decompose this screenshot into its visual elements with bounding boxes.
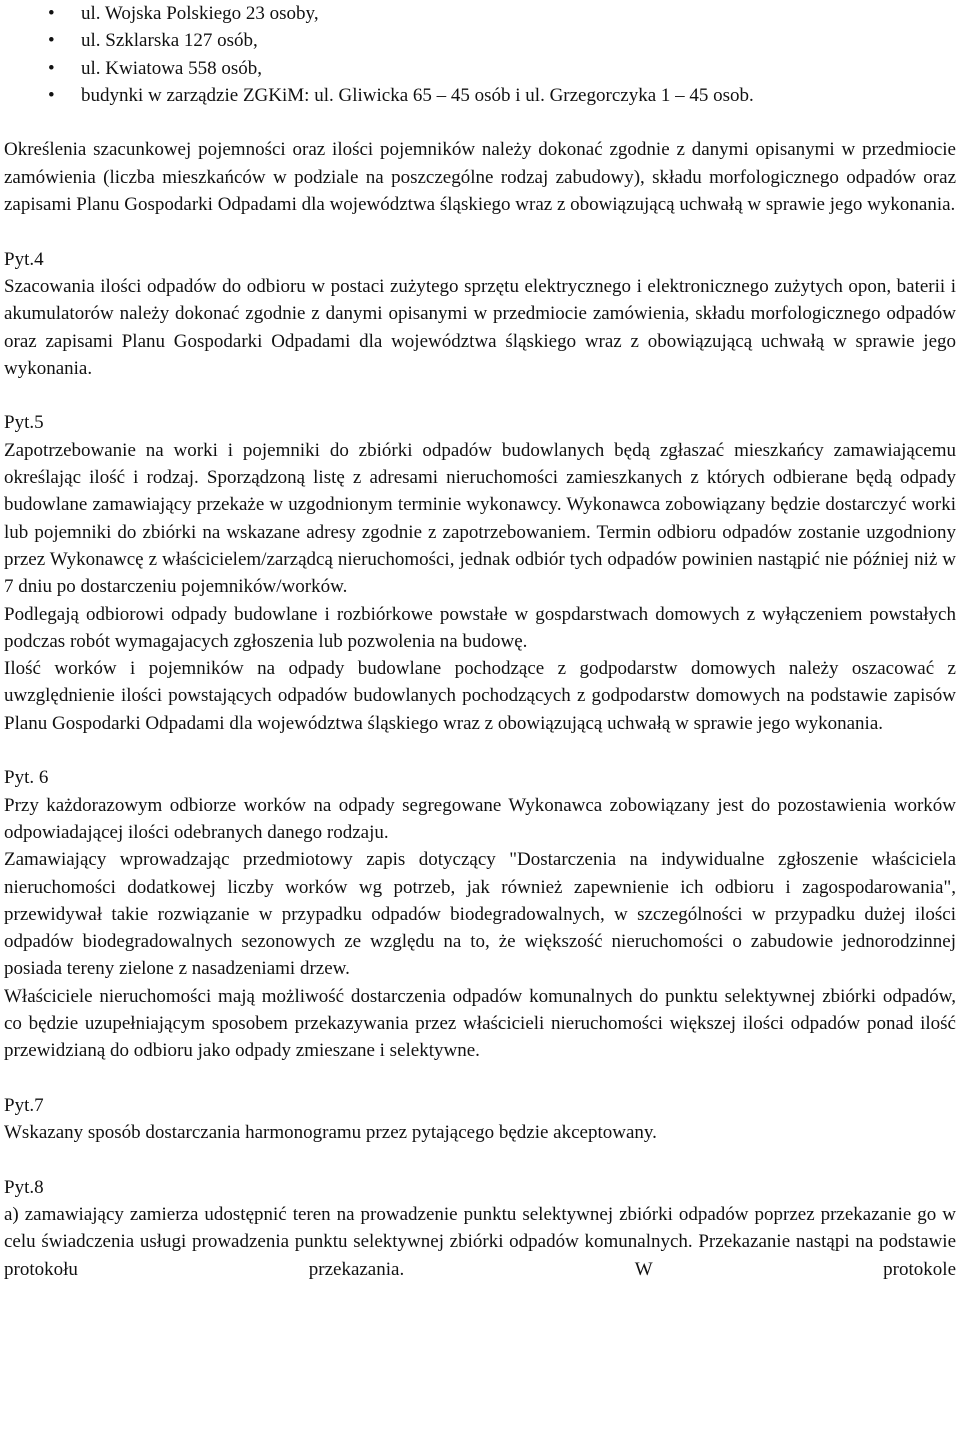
question-8-heading: Pyt.8 bbox=[4, 1176, 44, 1198]
bullet-icon: • bbox=[48, 3, 55, 24]
list-item-text: ul. Szklarska 127 osób, bbox=[81, 30, 258, 52]
list-item-text: ul. Wojska Polskiego 23 osoby, bbox=[81, 3, 319, 24]
question-4-heading: Pyt.4 bbox=[4, 248, 44, 270]
list-item-text: ul. Kwiatowa 558 osób, bbox=[81, 57, 263, 79]
question-6-paragraph-1: Przy każdorazowym odbiorze worków na odpady segregowane Wykonawca zobowiązany jest do pozostawienia worków odpowiadającej ilości odebranych danego rodzaju. bbox=[4, 794, 956, 843]
question-8-answer: a) zamawiający zamierza udostępnić teren na prowadzenie punktu selektywnej zbiórki odpadów poprzez przekazanie go w celu świadczenia usługi prowadzenia punktu selektywnej zbiórki odpadów komunalnych. Przekazanie nastąpi na podstawie protokołu przekazania. W protokole bbox=[4, 1204, 956, 1280]
question-5-paragraph-1: Zapotrzebowanie na worki i pojemniki do zbiórki odpadów budowlanych będą zgłaszać mieszkańcy zamawiającemu określając ilość i rodzaj. Sporządzoną listę z adresami nieruchomości zamieszkanych z których odbierane będą odpady budowlane zamawiający przekaże w uzgodnionym terminie wykonawcy. Wykonawca zobowiązany będzie dostarczyć worki lub pojemniki do zbiórki na wskazane adresy zgodnie z zapotrzebowaniem. Termin odbioru odpadów zostanie uzgodniony przez Wykonawcę z właścicielem/zarządcą nieruchomości, jednak odbiór tych odpadów powinien nastąpić nie później niż w 7 dniu po dostarczeniu pojemników/worków. bbox=[4, 439, 956, 598]
question-7-answer: Wskazany sposób dostarczania harmonogramu przez pytającego będzie akceptowany. bbox=[4, 1122, 657, 1144]
bullet-icon: • bbox=[48, 30, 55, 52]
list-item bbox=[4, 27, 956, 54]
question-6-paragraph-3: Właściciele nieruchomości mają możliwość dostarczenia odpadów komunalnych do punktu selektywnej zbiórki odpadów, co będzie uzupełniającym sposobem przekazywania przez właścicieli nieruchomości większej ilości odpadów ponad ilość przewidzianą do odbioru jako odpady zmieszane i selektywne. bbox=[4, 985, 956, 1062]
intro-paragraph: Określenia szacunkowej pojemności oraz ilości pojemników należy dokonać zgodnie z danymi opisanymi w przedmiocie zamówienia (liczba mieszkańców w podziale na poszczególne rodzaj zabudowy), składu morfologicznego odpadów oraz zapisami Planu Gospodarki Odpadami dla województwa śląskiego wraz z obowiązującą uchwałą w sprawie jego wykonania. bbox=[4, 139, 956, 216]
question-6-paragraph-2: Zamawiający wprowadzając przedmiotowy zapis dotyczący "Dostarczenia na indywidualne zgłoszenie właściciela nieruchomości dodatkowej liczby worków wg potrzeb, jak również zapewnienie ich odbioru i zagospodarowania", przewidywał takie rozwiązanie w przypadku odpadów biodegradowalnych, w szczególności w przypadku dużej ilości odpadów biodegradowalnych sezonowych ze względu na to, że większość nieruchomości o zabudowie jednorodzinnej posiada tereny zielone z nasadzeniami drzew. bbox=[4, 849, 956, 980]
question-5-paragraph-3: Ilość worków i pojemników na odpady budowlane pochodzące z godpodarstw domowych należy oszacować z uwzględnienie ilości powstających odpadów budowlanych pochodzących z godpodarstw domowych na podstawie zapisów Planu Gospodarki Odpadami dla województwa śląskiego wraz z obowiązującą uchwałą w sprawie jego wykonania. bbox=[4, 658, 956, 734]
question-4-answer: Szacowania ilości odpadów do odbioru w postaci zużytego sprzętu elektrycznego i elektronicznego zużytych opon, baterii i akumulatorów należy dokonać zgodnie z danymi opisanymi w przedmiocie zamówienia, składu morfologicznego odpadów oraz zapisami Planu Gospodarki Odpadami dla województwa śląskiego wraz z obowiązującą uchwałą w sprawie jego wykonania. bbox=[4, 275, 956, 379]
list-item bbox=[4, 82, 956, 109]
bullet-icon: • bbox=[48, 84, 55, 106]
address-list bbox=[4, 0, 956, 109]
list-item bbox=[4, 0, 956, 27]
list-item-text: budynki w zarządzie ZGKiM: ul. Gliwicka 65 – 45 osób i ul. Grzegorczyka 1 – 45 osob. bbox=[81, 84, 754, 106]
list-item bbox=[4, 55, 956, 82]
bullet-icon: • bbox=[48, 57, 55, 79]
question-5-paragraph-2: Podlegają odbiorowi odpady budowlane i rozbiórkowe powstałe w gospdarstwach domowych z wyłączeniem powstałych podczas robót wymagajacych zgłoszenia lub pozwolenia na budowę. bbox=[4, 603, 956, 652]
question-6-heading: Pyt. 6 bbox=[4, 767, 49, 789]
question-7-heading: Pyt.7 bbox=[4, 1094, 44, 1116]
question-5-heading: Pyt.5 bbox=[4, 412, 44, 434]
